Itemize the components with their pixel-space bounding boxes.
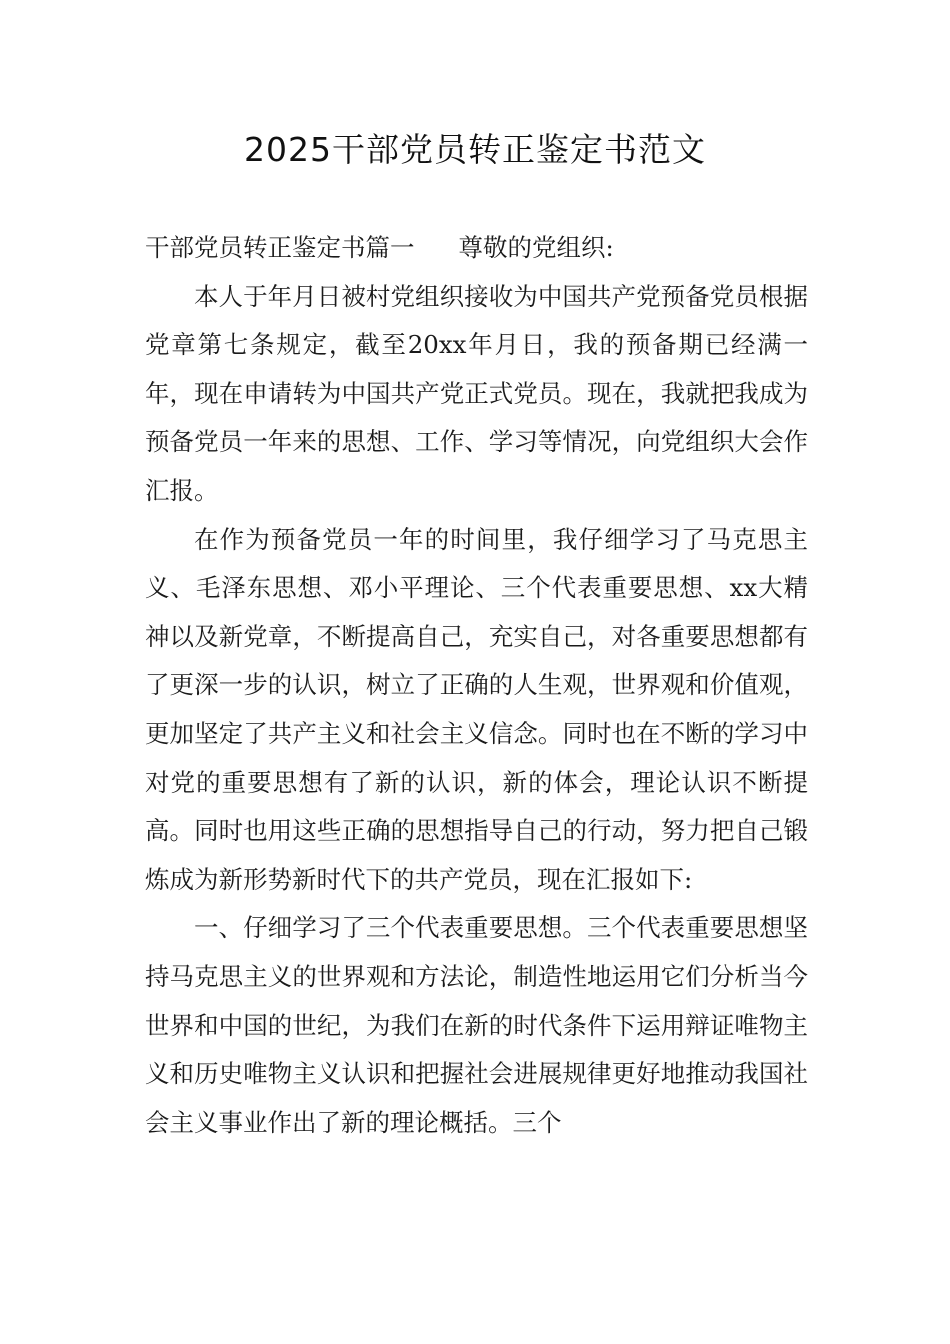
- paragraph: 一、仔细学习了三个代表重要思想。三个代表重要思想坚持马克思主义的世界观和方法论，制造性地运用它们分析当今世界和中国的世纪，为我们在新的时代条件下运用辩证唯物主义和历史唯物主义认识和把握社会进展规律更好地推动我国社会主义事业作出了新的理论概括。三个: [145, 913, 808, 1137]
- paragraph: 在作为预备党员一年的时间里，我仔细学习了马克思主义、毛泽东思想、邓小平理论、三个代表重要思想、xx大精神以及新党章，不断提高自己，充实自己，对各重要思想都有了更深一步的认识，树立了正确的人生观，世界观和价值观，更加坚定了共产主义和社会主义信念。同时也在不断的学习中对党的重要思想有了新的认识，新的体会，理论认识不断提高。同时也用这些正确的思想指导自己的行动，努力把自己锻炼成为新形势新时代下的共产党员，现在汇报如下:: [145, 524, 808, 894]
- paragraph: 本人于年月日被村党组织接收为中国共产党预备党员根据党章第七条规定，截至20xx年月日，我的预备期已经满一年，现在申请转为中国共产党正式党员。现在，我就把我成为预备党员一年来的思想、工作、学习等情况，向党组织大会作汇报。: [145, 281, 808, 505]
- section-heading: 干部党员转正鉴定书篇一: [145, 233, 415, 262]
- section-heading-line: [145, 224, 808, 273]
- salutation: 尊敬的党组织:: [458, 233, 614, 262]
- document-title: 2025干部党员转正鉴定书范文: [244, 130, 706, 169]
- document-body: [145, 224, 808, 1147]
